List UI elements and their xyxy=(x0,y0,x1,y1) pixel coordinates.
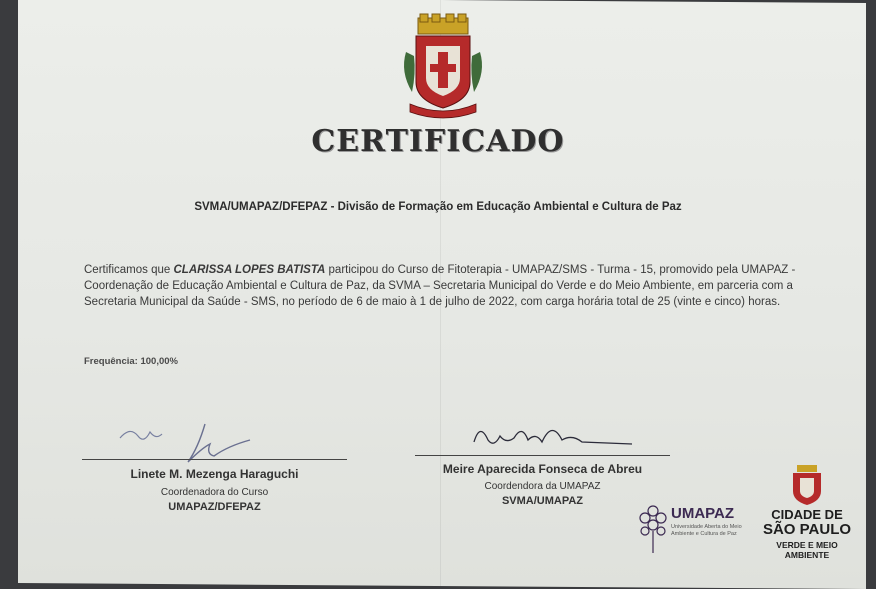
umapaz-title: UMAPAZ xyxy=(671,505,735,522)
sao-paulo-coat-of-arms-icon xyxy=(398,12,488,122)
body-details: participou do Curso de Fitoterapia - UMAPAZ/SMS - Turma - 15, promovido pela UMAPAZ - Coordenação de Educação Ambiental e Cultura de Paz, da SVMA – Secretaria Municipal do Verde e do Meio Ambiente, em parceria com a Secretaria Municipal da Saúde - SMS, no período de 6 de maio à 1 de julho de 2022, com carga horária total de 25 (vinte e cinco) horas. xyxy=(84,264,796,308)
certificate-body xyxy=(84,262,804,310)
city-crest-icon xyxy=(788,463,826,507)
frequency-label: Frequência: 100,00% xyxy=(84,356,178,367)
certificate-title: CERTIFICADO xyxy=(311,124,565,159)
umapaz-subtitle: Universidade Aberta do Meio Ambiente e Cultura de Paz xyxy=(671,524,742,537)
signature-line-2 xyxy=(415,455,670,456)
signer-1-role: Coordenadora do Curso xyxy=(160,487,269,498)
division-heading: SVMA/UMAPAZ/DFEPAZ - Divisão de Formação em Educação Ambiental e Cultura de Paz xyxy=(194,201,682,213)
city-logo-line1: CIDADE DE xyxy=(771,507,843,522)
signer-2-org: SVMA/UMAPAZ xyxy=(501,495,584,507)
city-logo-line3: VERDE E MEIO AMBIENTE xyxy=(776,540,838,560)
body-intro: Certificamos que xyxy=(84,264,174,276)
city-logo-line2: SÃO PAULO xyxy=(762,521,852,538)
signature-scribble-1-icon xyxy=(110,418,270,468)
signer-2-name: Meire Aparecida Fonseca de Abreu xyxy=(442,462,643,476)
signer-1-name: Linete M. Mezenga Haraguchi xyxy=(130,467,299,481)
recipient-name: CLARISSA LOPES BATISTA xyxy=(173,264,326,276)
signer-1-org: UMAPAZ/DFEPAZ xyxy=(168,501,261,513)
signer-2-role: Coordendora da UMAPAZ xyxy=(484,481,601,492)
signature-line-1 xyxy=(82,459,347,460)
umapaz-flower-icon xyxy=(636,503,670,555)
signature-scribble-2-icon xyxy=(462,412,642,458)
